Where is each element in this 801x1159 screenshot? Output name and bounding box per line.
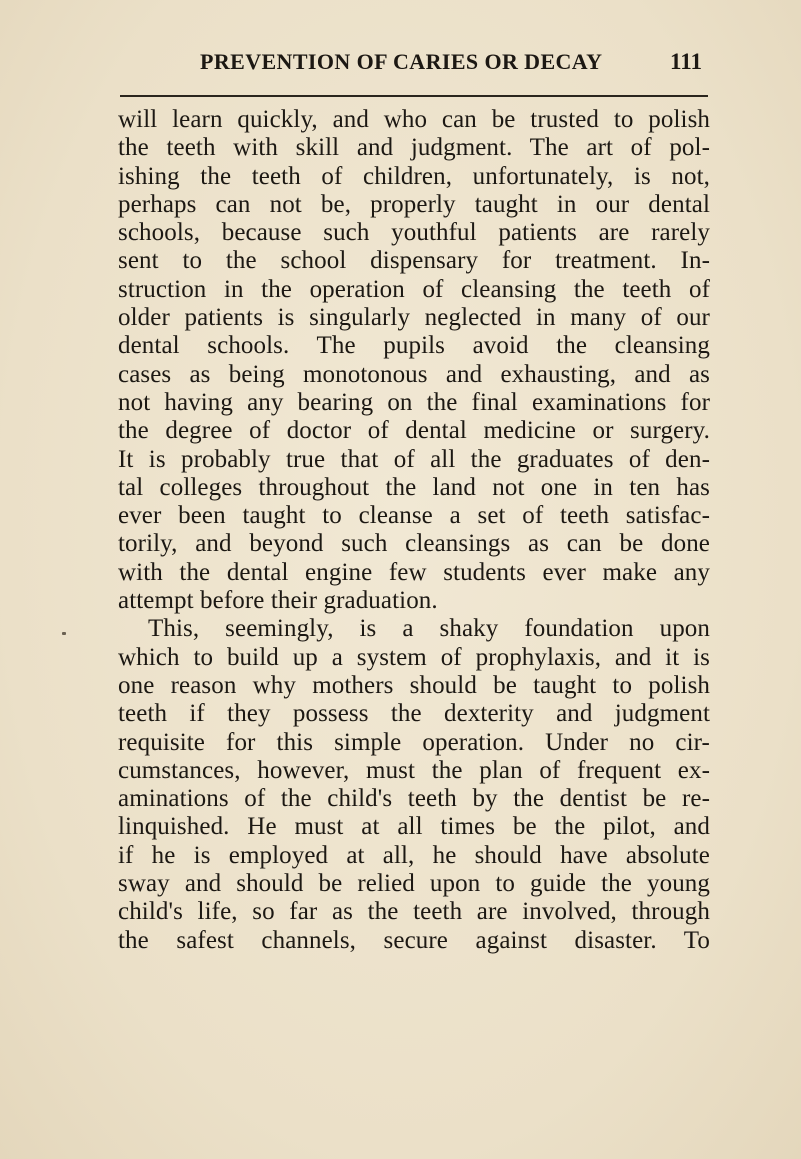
- text-line: requisite for this simple operation. Under no cir-: [118, 728, 710, 756]
- text-line: sway and should be relied upon to guide the young: [118, 870, 710, 898]
- text-line: which to build up a system of prophylaxis, and it is: [118, 643, 710, 671]
- text-line: perhaps can not be, properly taught in our dental: [118, 190, 710, 218]
- text-line: It is probably true that of all the graduates of den-: [118, 445, 710, 473]
- paragraph-end-line: attempt before their graduation.: [118, 587, 438, 615]
- margin-speck: [62, 632, 66, 635]
- page-number: 111: [670, 49, 702, 74]
- header-rule: [120, 95, 708, 97]
- text-line: cases as being monotonous and exhausting, and as: [118, 360, 710, 388]
- text-line: sent to the school dispensary for treatment. In-: [118, 247, 710, 275]
- text-line: older patients is singularly neglected in many of our: [118, 304, 710, 332]
- text-line: ishing the teeth of children, unfortunately, is not,: [118, 162, 710, 190]
- text-line: cumstances, however, must the plan of frequent ex-: [118, 756, 710, 784]
- text-line: torily, and beyond such cleansings as can be done: [118, 530, 710, 558]
- text-line: teeth if they possess the dexterity and judgment: [118, 700, 710, 728]
- text-line: will learn quickly, and who can be trusted to polish: [118, 106, 710, 133]
- text-line: the degree of doctor of dental medicine or surgery.: [118, 417, 710, 445]
- text-line: linquished. He must at all times be the pilot, and: [118, 813, 710, 841]
- text-line: tal colleges throughout the land not one in ten has: [118, 473, 710, 501]
- text-line: with the dental engine few students ever make any: [118, 558, 710, 586]
- text-line: schools, because such youthful patients are rarely: [118, 219, 710, 247]
- text-line: child's life, so far as the teeth are involved, through: [118, 898, 710, 926]
- text-line: aminations of the child's teeth by the dentist be re-: [118, 785, 710, 813]
- text-line: dental schools. The pupils avoid the cleansing: [118, 332, 710, 360]
- paragraph-start-line: This, seemingly, is a shaky foundation upon: [148, 615, 710, 643]
- text-line: struction in the operation of cleansing the teeth of: [118, 275, 710, 303]
- text-line: not having any bearing on the final examinations for: [118, 388, 710, 416]
- page-header-title: PREVENTION OF CARIES OR DECAY: [200, 49, 603, 74]
- body-text: [118, 106, 710, 955]
- text-line: the safest channels, secure against disaster. To: [118, 926, 710, 954]
- text-line: if he is employed at all, he should have absolute: [118, 841, 710, 869]
- text-line: one reason why mothers should be taught to polish: [118, 671, 710, 699]
- text-line: the teeth with skill and judgment. The art of pol-: [118, 134, 710, 162]
- text-line: ever been taught to cleanse a set of teeth satisfac-: [118, 502, 710, 530]
- running-head: [118, 44, 710, 88]
